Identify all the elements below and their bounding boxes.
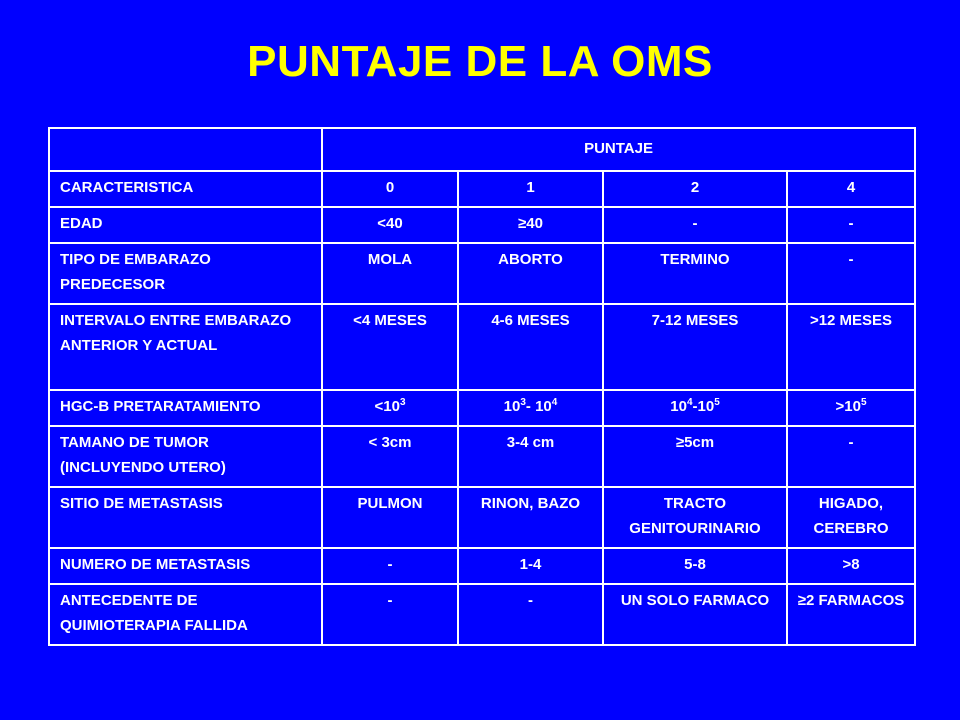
table-row (49, 128, 915, 171)
column-header-2: 2 (603, 171, 787, 207)
table-row (49, 171, 915, 207)
group-header-puntaje: PUNTAJE (322, 128, 915, 171)
row-label: TAMANO DE TUMOR (INCLUYENDO UTERO) (49, 426, 322, 487)
table-cell: - (787, 426, 915, 487)
table-row (49, 548, 915, 584)
empty-header-cell (49, 128, 322, 171)
table-cell: 4-6 MESES (458, 304, 603, 390)
table-cell: UN SOLO FARMACO (603, 584, 787, 645)
row-label: SITIO DE METASTASIS (49, 487, 322, 548)
table-cell: - (322, 548, 458, 584)
table-cell: 7-12 MESES (603, 304, 787, 390)
table-cell: ABORTO (458, 243, 603, 304)
table-cell: - (787, 243, 915, 304)
table-cell: PULMON (322, 487, 458, 548)
table-cell: >8 (787, 548, 915, 584)
table-cell: ≥40 (458, 207, 603, 243)
table-cell: $<10^3$ (322, 390, 458, 426)
table-cell: <4 MESES (322, 304, 458, 390)
who-score-table (48, 127, 916, 646)
row-label: ANTECEDENTE DE QUIMIOTERAPIA FALLIDA (49, 584, 322, 645)
row-label: HGC-B PRETARATAMIENTO (49, 390, 322, 426)
table-row (49, 487, 915, 548)
row-label: NUMERO DE METASTASIS (49, 548, 322, 584)
table-cell: - (322, 584, 458, 645)
table-row (49, 390, 915, 426)
row-label: EDAD (49, 207, 322, 243)
table-cell: $10^3-$ $10^4$ (458, 390, 603, 426)
table-cell: - (458, 584, 603, 645)
column-header-1: 1 (458, 171, 603, 207)
table-row (49, 426, 915, 487)
table-cell: 1-4 (458, 548, 603, 584)
table-row (49, 584, 915, 645)
table-cell: TRACTO GENITOURINARIO (603, 487, 787, 548)
table-cell: $10^4-10^5$ (603, 390, 787, 426)
table-cell: >12 MESES (787, 304, 915, 390)
table-cell: ≥5cm (603, 426, 787, 487)
table-row (49, 304, 915, 390)
table-cell: RINON, BAZO (458, 487, 603, 548)
table-cell: 3-4 cm (458, 426, 603, 487)
row-label: INTERVALO ENTRE EMBARAZO ANTERIOR Y ACTUAL (49, 304, 322, 390)
table-cell: $>10^5$ (787, 390, 915, 426)
table-row (49, 207, 915, 243)
table-cell: ≥2 FARMACOS (787, 584, 915, 645)
table-cell: HIGADO, CEREBRO (787, 487, 915, 548)
table-cell: - (787, 207, 915, 243)
table-cell: - (603, 207, 787, 243)
table-cell: MOLA (322, 243, 458, 304)
slide-title: PUNTAJE DE LA OMS (247, 37, 713, 86)
column-header-4: 4 (787, 171, 915, 207)
column-header-caracteristica: CARACTERISTICA (49, 171, 322, 207)
table-cell: 5-8 (603, 548, 787, 584)
table-cell: < 3cm (322, 426, 458, 487)
table-cell: TERMINO (603, 243, 787, 304)
column-header-0: 0 (322, 171, 458, 207)
table-row (49, 243, 915, 304)
table-cell: <40 (322, 207, 458, 243)
row-label: TIPO DE EMBARAZO PREDECESOR (49, 243, 322, 304)
